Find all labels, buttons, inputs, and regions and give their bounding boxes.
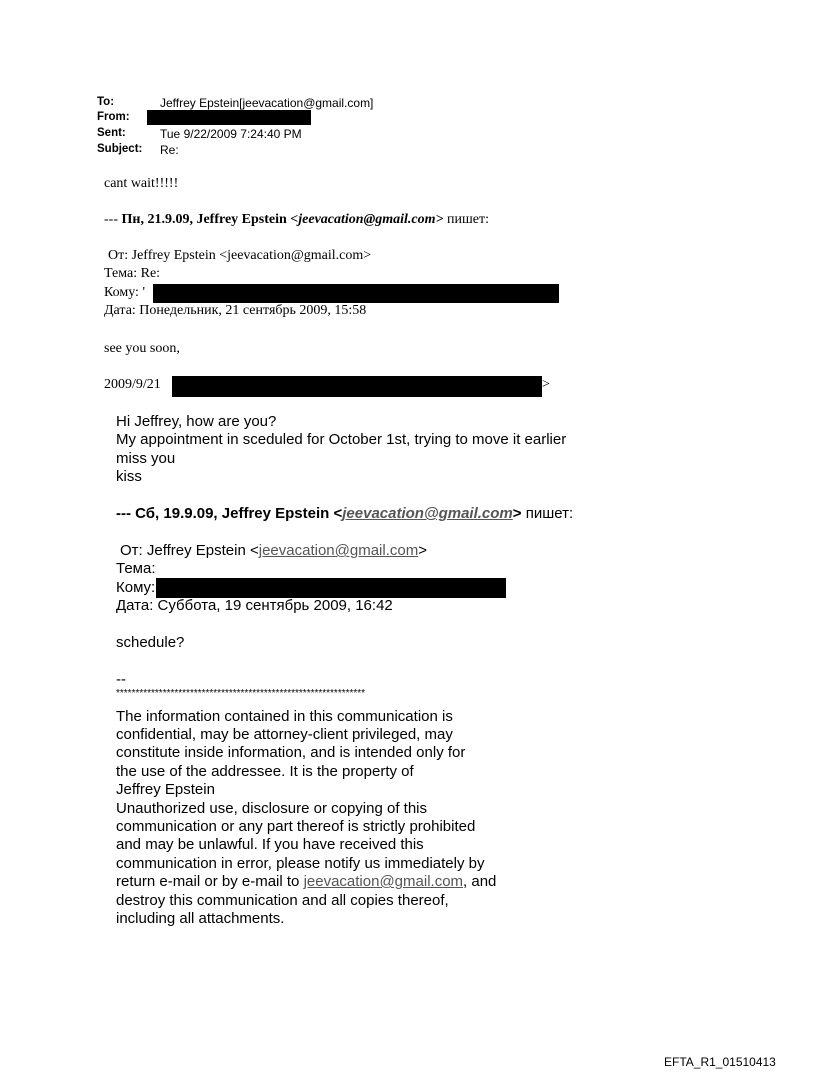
signature-stars: **************************************************************** xyxy=(116,688,366,699)
disclaimer-line: destroy this communication and all copies thereof, xyxy=(116,892,449,909)
quote2-header xyxy=(116,505,573,522)
q1-to-redaction xyxy=(153,284,559,303)
q2-date: Дата: Суббота, 19 сентябрь 2009, 16:42 xyxy=(116,597,393,614)
disclaimer-line: communication or any part thereof is strictly prohibited xyxy=(116,818,476,835)
disclaimer-line: including all attachments. xyxy=(116,910,285,927)
q1-datestamp: 2009/9/21 xyxy=(104,377,161,392)
document-id: EFTA_R1_01510413 xyxy=(664,1055,776,1069)
disclaimer-return-prefix: return e-mail or by e-mail to xyxy=(116,873,304,890)
q1-to: Кому: ' xyxy=(104,285,145,300)
disclaimer-line: the use of the addressee. It is the property of xyxy=(116,763,414,780)
q1-subject: Тема: Re: xyxy=(104,266,161,281)
from-redaction xyxy=(147,110,311,125)
q2-from xyxy=(120,542,427,559)
disclaimer-return-line xyxy=(116,873,496,890)
disclaimer-line: The information contained in this communication is xyxy=(116,708,453,725)
q1-date: Дата: Понедельник, 21 сентябрь 2009, 15:58 xyxy=(104,303,367,318)
disclaimer-line: Jeffrey Epstein xyxy=(116,781,215,798)
q2-from-prefix: От: Jeffrey Epstein < xyxy=(120,542,259,559)
disclaimer-email-link[interactable]: jeevacation@gmail.com xyxy=(303,873,464,890)
quote2-sender: --- Сб, 19.9.09, Jeffrey Epstein < xyxy=(116,505,343,522)
quote1-sender: Пн, 21.9.09, Jeffrey Epstein xyxy=(121,212,291,227)
quote1-header xyxy=(104,212,489,228)
subject-label: Subject: xyxy=(97,143,143,155)
to-label: To: xyxy=(97,96,115,108)
quote1-prefix: --- xyxy=(104,212,122,227)
q2-from-email-link[interactable]: jeevacation@gmail.com xyxy=(258,542,419,559)
sent-value: Tue 9/22/2009 7:24:40 PM xyxy=(160,127,302,141)
nested-greeting: Hi Jeffrey, how are you? xyxy=(116,413,277,430)
to-value: Jeffrey Epstein[jeevacation@gmail.com] xyxy=(160,96,374,110)
from-label: From: xyxy=(97,111,130,123)
disclaimer-line: constitute inside information, and is intended only for xyxy=(116,744,466,761)
q1-from: От: Jeffrey Epstein <jeevacation@gmail.com> xyxy=(108,248,372,263)
q2-text: schedule? xyxy=(116,634,185,651)
sent-label: Sent: xyxy=(97,127,126,139)
quote1-email: <jeevacation@gmail.com> xyxy=(290,212,444,227)
disclaimer-line: communication in error, please notify us immediately by xyxy=(116,855,485,872)
q2-subject: Тема: xyxy=(116,560,156,577)
quote1-suffix: пишет: xyxy=(443,212,489,227)
disclaimer-line: confidential, may be attorney-client privileged, may xyxy=(116,726,453,743)
q2-to: Кому: xyxy=(116,579,156,596)
reply-text: cant wait!!!!! xyxy=(104,176,179,191)
q1-text: see you soon, xyxy=(104,341,180,356)
nested-miss: miss you xyxy=(116,450,176,467)
nested-appointment: My appointment in sceduled for October 1st, trying to move it earlier xyxy=(116,431,567,448)
disclaimer-line: Unauthorized use, disclosure or copying of this xyxy=(116,800,428,817)
quote2-close: > xyxy=(512,505,522,522)
q1-datestamp-redaction xyxy=(172,376,542,397)
q2-from-close: > xyxy=(418,542,427,559)
subject-value: Re: xyxy=(160,143,179,157)
disclaimer-return-suffix: , and xyxy=(463,873,497,890)
quote2-suffix: пишет: xyxy=(521,505,574,522)
signature-dash: -- xyxy=(116,671,126,688)
quote2-email-link[interactable]: jeevacation@gmail.com xyxy=(342,505,513,522)
q1-trailing: > xyxy=(542,377,550,392)
q2-to-redaction xyxy=(156,578,506,598)
disclaimer-line: and may be unlawful. If you have received this xyxy=(116,836,424,853)
nested-kiss: kiss xyxy=(116,468,142,485)
